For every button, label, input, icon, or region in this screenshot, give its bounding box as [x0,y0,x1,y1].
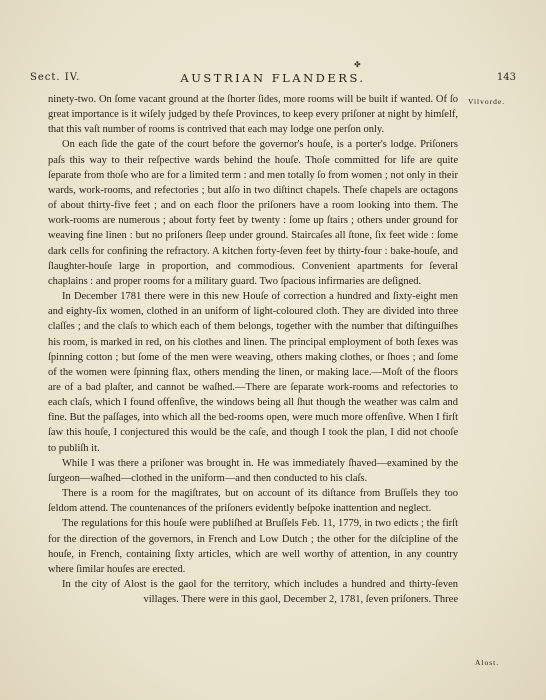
paragraph-2: On each ſide the gate of the court before the governor's houſe, is a porter's lodge. Priſoners paſs this way to their reſpective wards behind the houſe. Thoſe committed for life are quite ſeparate from thoſe who are for a limited term : and men totally ſo from women ; not only in their wards, work-rooms, and refectories ; but alſo in two diſtinct chapels. Theſe chapels are octagons of about thirty-five feet ; and on each floor the priſoners have a room looking into them. The work-rooms are numerous ; about forty feet by twenty : ſome up ſtairs ; others under ground for weaving fine linen : but no priſoners ſleep under ground. Staircaſes all ſtone, ſix feet wide : ſome dark cells for confining the refractory. A kitchen forty-ſeven feet by thirty-four : bake-houſe, and ſlaughter-houſe large in proportion, and commodious. Convenient apartments for ſeveral chaplains : and proper rooms for a military guard. Two ſpacious infirmaries are deſigned. [48,139,458,287]
section-label: Sect. IV. [30,72,81,83]
paragraph-6: The regulations for this houſe were publiſhed at Bruſſels Feb. 11, 1779, in two edicts ; the firſt for the direction of the governors, in French and Low Dutch ; the other for the diſcipline of the houſe, in French, containing ſixty articles, which are well worthy of attention, in any country where ſimilar houſes are erected. [48,518,458,575]
margin-note-vilvorde: Vilvorde. [468,97,506,106]
paragraph-3: In December 1781 there were in this new Houſe of correction a hundred and ſixty-eight men and eighty-ſix women, clothed in an uniform of light-coloured cloth. They are divided into three claſſes ; and the claſs to which each of them belongs, together with the number that diſtinguiſhes his room, is marked in red, on his clothes and linen. The principal employment of both ſexes was ſpinning cotton ; but ſome of the men were weaving, others making clothes, or ſhoes ; and ſome of the women were ſpinning flax, others mending the linen, or making lace.—Moſt of the floors are of a bad plaſter, and cannot be waſhed.—There are ſeparate work-rooms and refectories to each claſs, which I found offenſive, the windows being all ſhut though the weather was calm and fine. But the paſſages, into which all the bed-rooms open, were much more offenſive. When I firſt ſaw this houſe, I conjectured this would be the caſe, and though I took the plan, I did not chooſe to publiſh it. [48,291,458,454]
printer-ornament: ✤ [354,60,361,69]
paragraph-1: ninety-two. On ſome vacant ground at the ſhorter ſides, more rooms will be built if wanted. Of ſo great importance is it wiſely judged by theſe Provinces, to keep every priſoner at night by himſelf, that this vaſt number of rooms is contrived that each may lodge one perſon only. [48,94,458,136]
page-number: 143 [496,72,516,83]
page-title: AUSTRIAN FLANDERS. [180,71,366,85]
paragraph-5: There is a room for the magiſtrates, but on account of its diſtance from Bruſſels they too ſeldom attend. The countenances of the priſoners evidently beſpoke inattention and neglect. [48,488,458,515]
body-text [48,92,458,607]
margin-note-alost: Alost. [475,658,500,667]
running-header [30,72,516,88]
paragraph-4: While I was there a priſoner was brought in. He was immediately ſhaved—examined by the ſurgeon—waſhed—clothed in the uniform—and then conducted to his claſs. [48,457,458,484]
paragraph-7: In the city of Alost is the gaol for the territory, which includes a hundred and thirty-ſeven villages. There were in this gaol, December 2, 1781, ſeven priſoners. Three [62,579,458,606]
